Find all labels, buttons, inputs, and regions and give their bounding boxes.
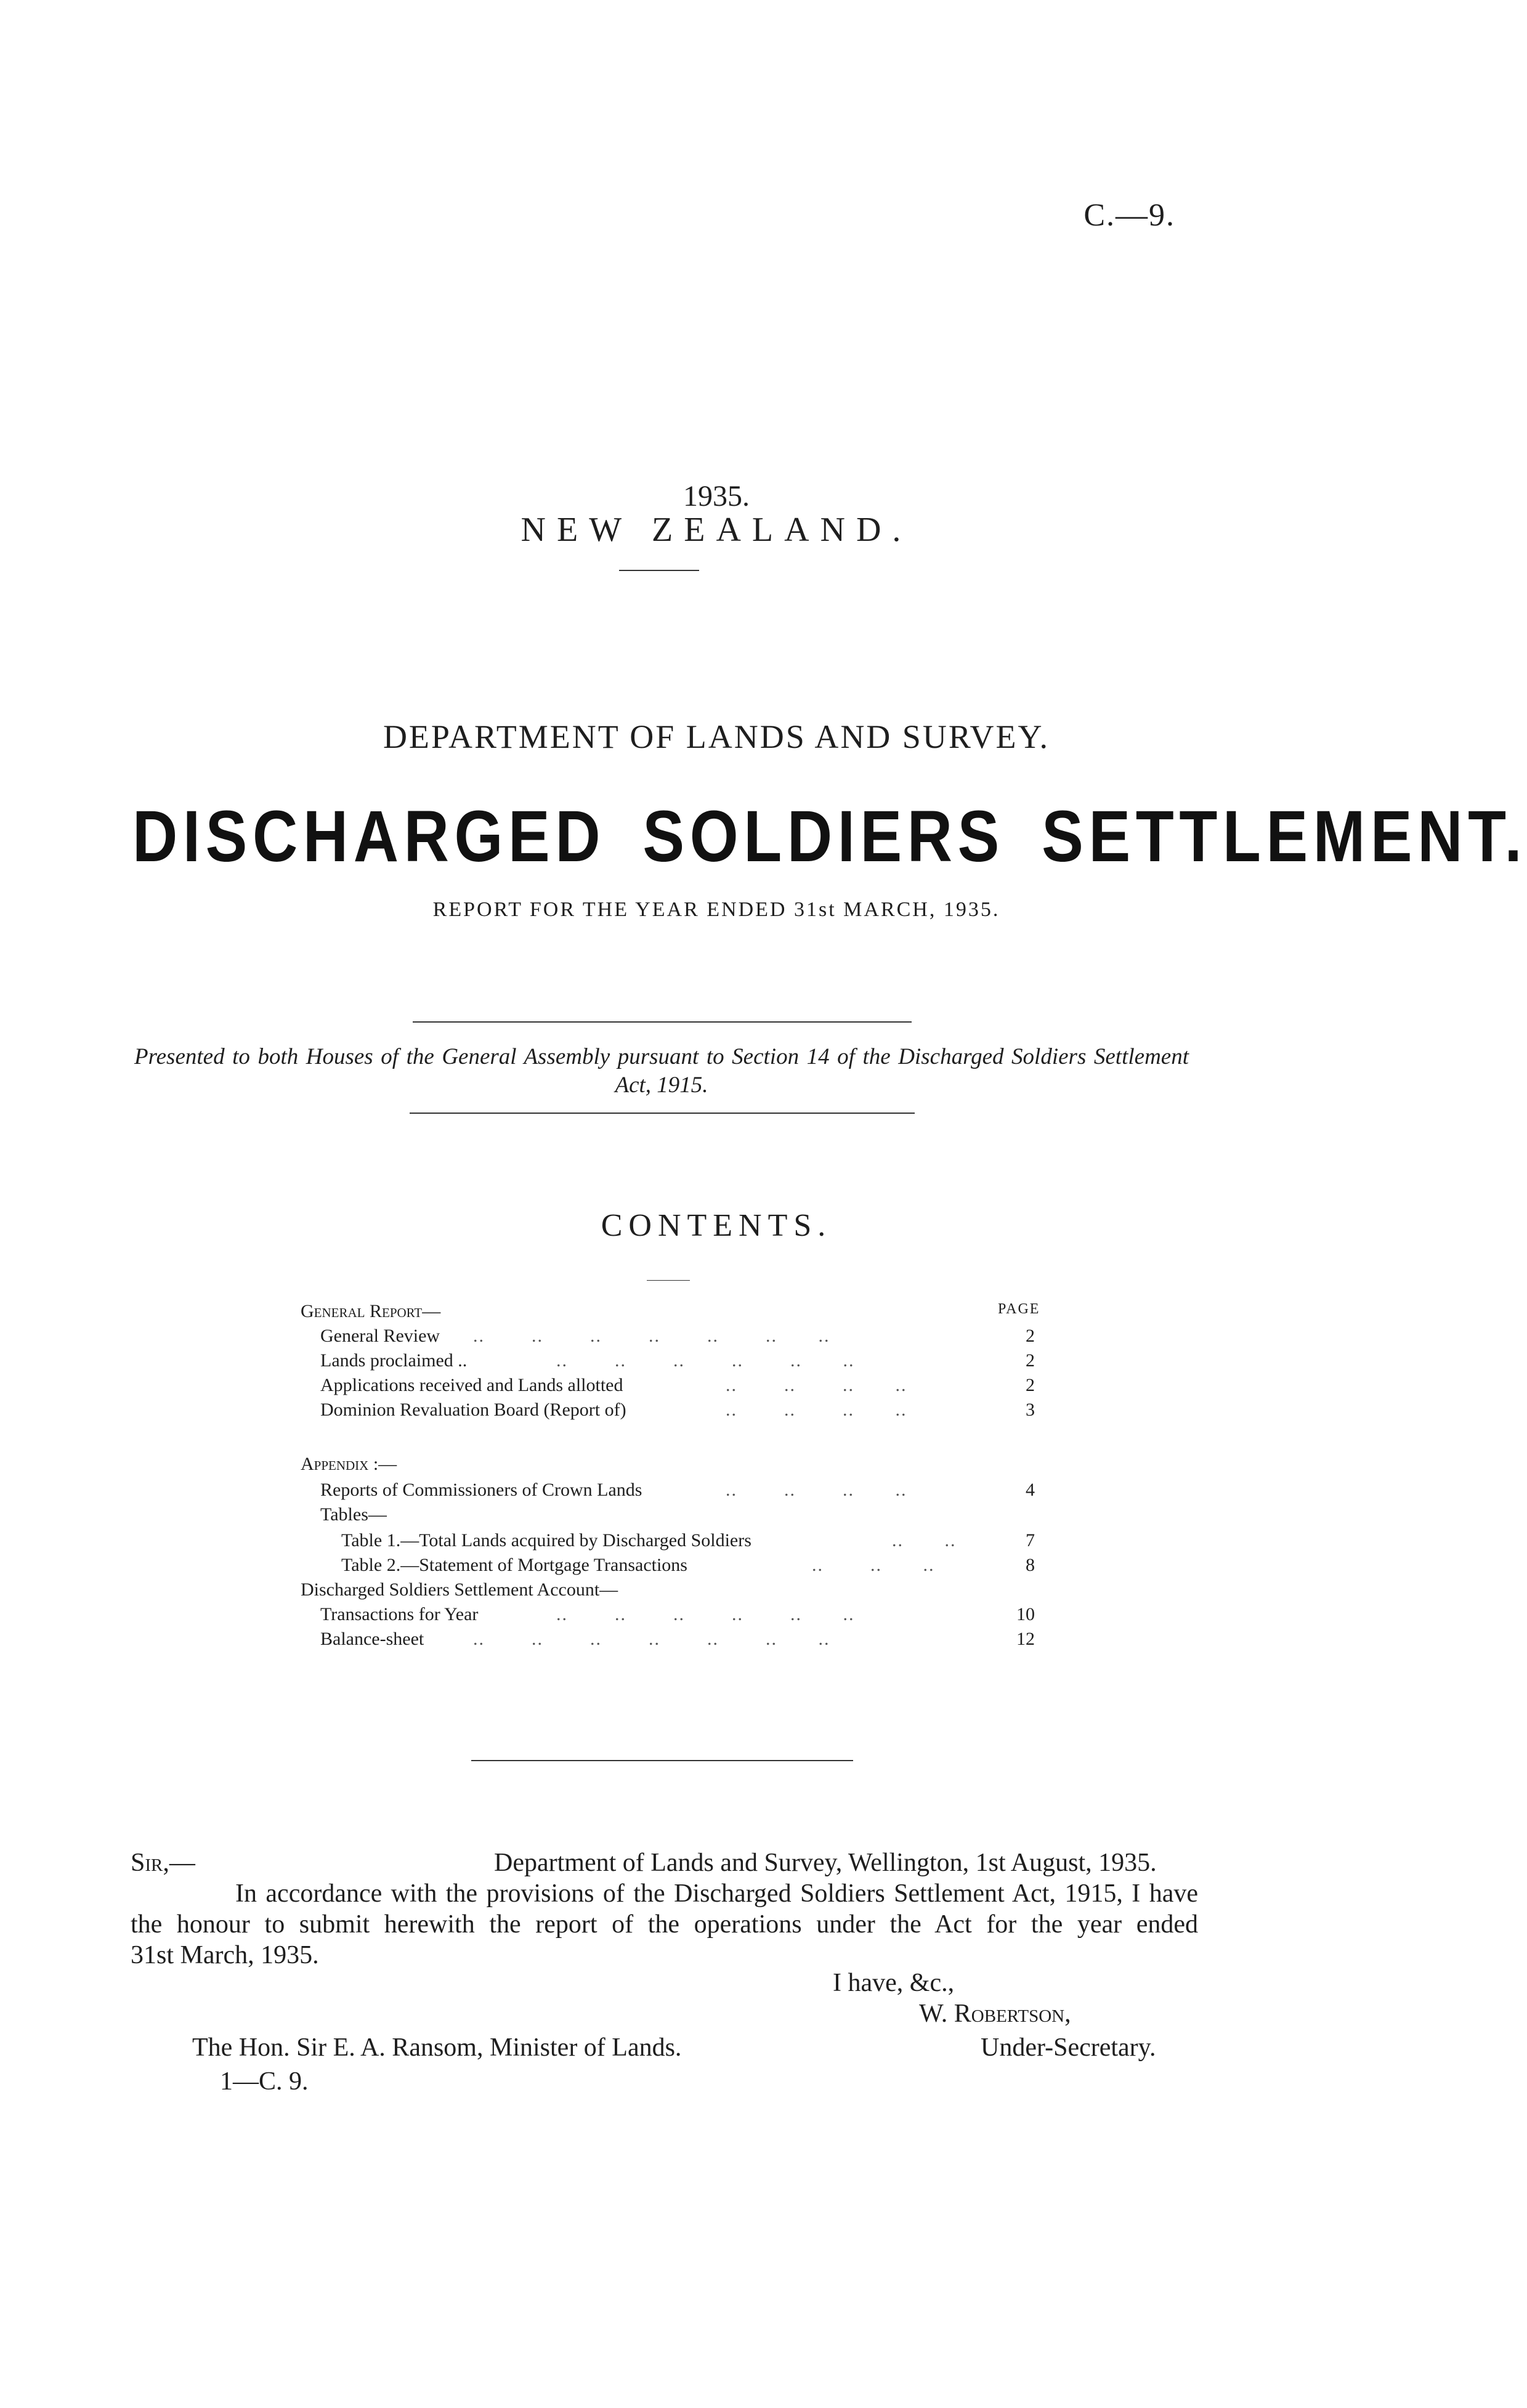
page-reference: 1—C. 9. — [220, 2067, 309, 2096]
toc-entry-page: 2 — [1026, 1375, 1035, 1395]
toc-entry-label: Table 2.—Statement of Mortgage Transactions — [341, 1555, 687, 1575]
contents-heading: CONTENTS. — [601, 1208, 832, 1243]
toc-entry — [301, 1555, 1059, 1579]
divider-rule — [410, 1113, 915, 1114]
country-heading: NEW ZEALAND. — [520, 511, 912, 549]
toc-entry-label: Lands proclaimed .. — [320, 1350, 468, 1371]
toc-leader-dots: .. .. .. .. .. .. — [556, 1604, 855, 1624]
toc-entry — [301, 1400, 1059, 1424]
title-word: SETTLEMENT. — [1042, 796, 1527, 877]
toc-entry — [301, 1530, 1059, 1555]
toc-entry — [301, 1629, 1059, 1653]
toc-leader-dots: .. .. .. .. .. .. .. — [473, 1629, 830, 1649]
divider-rule — [647, 1280, 690, 1281]
toc-entry-label: Balance-sheet — [320, 1629, 424, 1649]
report-subtitle: REPORT FOR THE YEAR ENDED 31st MARCH, 1935. — [432, 898, 1000, 921]
toc-leader-dots: .. .. .. .. — [726, 1400, 907, 1420]
page-column-label: PAGE — [998, 1301, 1040, 1317]
toc-leader-dots: .. .. .. .. .. .. .. — [473, 1326, 830, 1346]
toc-leader-dots: .. .. .. — [812, 1555, 935, 1575]
toc-entry-label: Table 1.—Total Lands acquired by Discharged Soldiers — [341, 1530, 751, 1551]
title-word: DISCHARGED — [132, 796, 606, 877]
toc-entry — [301, 1579, 1059, 1604]
toc-entry — [301, 1350, 1059, 1375]
toc-entry-page: 7 — [1026, 1530, 1035, 1551]
report-year: 1935. — [683, 480, 750, 513]
toc-entry-page: 10 — [1016, 1604, 1035, 1624]
toc-entry — [301, 1480, 1059, 1504]
document-title — [132, 795, 1527, 878]
divider-rule — [413, 1021, 912, 1023]
divider-rule — [471, 1760, 853, 1761]
toc-section-header — [301, 1301, 1059, 1326]
toc-entry-label: Discharged Soldiers Settlement Account— — [301, 1579, 618, 1600]
letter-address-line: Department of Lands and Survey, Wellington, 1st August, 1935. — [494, 1849, 1157, 1877]
toc-entry-label: General Review — [320, 1326, 440, 1346]
presentation-note: Presented to both Houses of the General Assembly pursuant to Section 14 of the Discharged Soldiers Settlement Act, 1915. — [134, 1044, 1189, 1098]
toc-leader-dots: .. .. .. .. — [726, 1480, 907, 1500]
letter-closing: I have, &c., — [833, 1969, 955, 1997]
toc-entry-label: Tables— — [320, 1504, 387, 1525]
toc-entry-page: 8 — [1026, 1555, 1035, 1575]
toc-entry-page: 2 — [1026, 1326, 1035, 1346]
letter-body-line: In accordance with the provisions of the Discharged Soldiers Settlement Act, 1915, I have — [235, 1879, 1198, 1908]
toc-entry — [301, 1504, 1059, 1529]
toc-leader-dots: .. .. .. .. — [726, 1375, 907, 1395]
toc-section-title: Appendix :— — [301, 1454, 397, 1474]
toc-section-header — [301, 1454, 1059, 1478]
toc-entry — [301, 1326, 1059, 1350]
toc-entry-page: 3 — [1026, 1400, 1035, 1420]
toc-entry-label: Transactions for Year — [320, 1604, 479, 1624]
toc-entry — [301, 1604, 1059, 1629]
letter-addressee: The Hon. Sir E. A. Ransom, Minister of Lands. — [192, 2033, 682, 2062]
toc-entry-label: Reports of Commissioners of Crown Lands — [320, 1480, 642, 1500]
toc-leader-dots: .. .. .. .. .. .. — [556, 1350, 855, 1371]
table-of-contents — [301, 1301, 1059, 1695]
toc-entry-page: 2 — [1026, 1350, 1035, 1371]
document-reference-code: C.—9. — [1083, 198, 1175, 233]
toc-entry-label: Applications received and Lands allotted — [320, 1375, 623, 1395]
title-word: SOLDIERS — [642, 796, 1005, 877]
letter-salutation: Sir,— — [131, 1849, 195, 1877]
toc-entry-page: 4 — [1026, 1480, 1035, 1500]
toc-leader-dots: .. .. — [892, 1530, 957, 1551]
letter-body-line: the honour to submit herewith the report of the operations under the Act for the year ended — [131, 1910, 1198, 1939]
toc-entry — [301, 1375, 1059, 1400]
covering-letter — [131, 1848, 1198, 2168]
toc-section-title: General Report— — [301, 1301, 441, 1321]
letter-signatory: W. Robertson, — [919, 2000, 1071, 2028]
letter-signatory-title: Under-Secretary. — [981, 2033, 1156, 2062]
toc-entry-page: 12 — [1016, 1629, 1035, 1649]
divider-rule — [619, 570, 699, 571]
toc-entry-label: Dominion Revaluation Board (Report of) — [320, 1400, 626, 1420]
letter-body-line: 31st March, 1935. — [131, 1941, 319, 1969]
department-heading: DEPARTMENT OF LANDS AND SURVEY. — [383, 718, 1050, 755]
